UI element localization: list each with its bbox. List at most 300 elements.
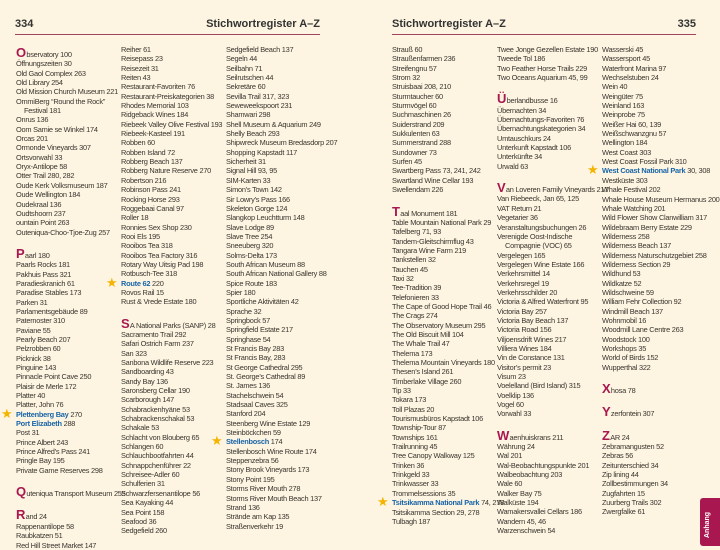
section-gap: [121, 307, 222, 316]
index-entry: Sukkulenten 63: [392, 129, 440, 139]
section-initial: V: [497, 180, 506, 196]
index-entry: Walbeobachtung 203: [497, 470, 563, 480]
index-entry: Schabrackenhyäne 53: [121, 404, 190, 414]
index-entry: Zebramangusten 52: [602, 442, 664, 452]
letter-section-start: [16, 484, 126, 500]
section-gap: [16, 237, 126, 246]
index-entry: Post 31: [16, 428, 40, 438]
index-entry: Visitor’s permit 23: [497, 362, 551, 372]
index-entry: Segeln 44: [226, 54, 258, 64]
index-entry: Otter Trail 280, 282: [16, 171, 75, 181]
index-entry: Wal 201: [497, 451, 523, 461]
index-entry: San 323: [121, 348, 147, 358]
index-entry: Schlangen 60: [121, 442, 164, 452]
index-entry: Wilderness Section 29: [602, 259, 671, 269]
index-entry: Sprache 32: [226, 306, 262, 316]
index-entry: St. James 136: [226, 381, 270, 391]
index-entry: Walküste 194: [497, 498, 539, 508]
index-entry: Wechselstuben 24: [602, 73, 659, 83]
index-entry: Plaisir de Merle 172: [16, 381, 77, 391]
index-entry: Weißer Hai 60, 139: [602, 119, 662, 129]
index-entry: Zugfahrten 15: [602, 488, 645, 498]
index-entry: Rotbusch-Tee 318: [121, 269, 177, 279]
index-entry: Robben Island 72: [121, 147, 175, 157]
index-entry: St. George’s Cathedral 89: [226, 372, 306, 382]
index-entry: Zollbestimmungen 34: [602, 479, 668, 489]
section-gap: [497, 419, 608, 428]
index-entry: Zuurberg Trails 302: [602, 498, 662, 508]
index-entry: Wohnmobil 16: [602, 315, 647, 325]
index-entry: William Fehr Collection 92: [602, 297, 682, 307]
index-entry: Warzenschwein 54: [497, 526, 556, 536]
index-entry: The Whale Trail 47: [392, 339, 450, 349]
index-entry: Whale House Museum Hermanus 200: [602, 194, 720, 204]
index-entry: Strand 136: [226, 502, 260, 512]
index-entry: Voelelland (Bird Island) 315: [497, 381, 581, 391]
index-entry: Township-Tour 87: [392, 423, 446, 433]
index-entry: Wilderness Naturschutzgebiet 258: [602, 250, 707, 260]
index-entry: Shipwreck Museum Bredasdorp 207: [226, 138, 338, 148]
index-entry: Old Mission Church Museum 221: [16, 87, 119, 97]
index-entry: Sundowner 73: [392, 147, 437, 157]
index-entry: The Old Biscuit Mill 104: [392, 329, 464, 339]
index-entry: Pearly Beach 207: [16, 334, 71, 344]
entry-name: Route 62: [121, 278, 151, 288]
index-entry: Summerstrand 288: [392, 138, 451, 148]
index-entry: Roller 18: [121, 213, 149, 223]
index-entry: Sir Lowry’s Pass 166: [226, 194, 290, 204]
entry-text: aarl 180: [24, 250, 50, 260]
index-entry: Steppenzebra 56: [226, 456, 279, 466]
index-entry: Weißschwanzgnu 57: [602, 129, 667, 139]
index-entry: Wale 60: [497, 479, 523, 489]
star-icon: ★: [211, 433, 223, 449]
index-entry: Toll Plazas 20: [392, 404, 435, 414]
index-entry: Rappenantilope 58: [16, 521, 74, 531]
index-entry: Thelema 173: [392, 348, 433, 358]
left-page-title: Stichwortregister A–Z: [206, 18, 320, 30]
index-entry: Reiten 43: [121, 73, 151, 83]
index-entry: VAT Return 21: [497, 203, 542, 213]
index-entry: Slangkop Leuchtturm 148: [226, 213, 305, 223]
index-entry: Westküste 303: [602, 175, 648, 185]
index-entry: Urwald 63: [497, 161, 529, 171]
index-entry: Telefonieren 33: [392, 292, 439, 302]
entry-text: uteniqua Transport Museum 255: [26, 489, 126, 499]
index-entry: Waterfront Marina 97: [602, 63, 667, 73]
section-gap: [16, 498, 126, 507]
letter-section-start: [497, 91, 608, 107]
index-entry: Stanford 204: [226, 409, 266, 419]
index-entry: Wandern 45, 46: [497, 516, 546, 526]
index-entry: Sicherheit 31: [226, 157, 266, 167]
index-entry: Skeleton Gorge 124: [226, 203, 288, 213]
entry-text: aenhuiskrans 211: [509, 432, 564, 442]
index-entry: Vergelegen Wine Estate 166: [497, 259, 585, 269]
index-column-5: [497, 45, 611, 536]
index-entry: Storms River Mouth 278: [226, 484, 301, 494]
index-entry: Schlauchbootfahrten 44: [121, 451, 194, 461]
index-entry: St Francis Bay 283: [226, 344, 284, 353]
index-entry: Roggebaai Canal 97: [121, 203, 184, 213]
index-entry: Victoria & Alfred Waterfront 95: [497, 297, 589, 307]
index-column-4: [377, 45, 507, 526]
index-entry: Unterkünfte 34: [497, 152, 542, 162]
index-entry-continuation: Compagnie (VOC) 65: [505, 241, 572, 251]
index-entry: Seafood 36: [121, 516, 157, 526]
entry-name: Plettenberg Bay: [16, 409, 69, 419]
index-entry: Währung 24: [497, 442, 535, 452]
index-entry: Shamwari 298: [226, 110, 271, 120]
section-initial: T: [392, 203, 400, 219]
index-entry: Whale Watching 201: [602, 203, 666, 213]
index-entry: Rooibos Tea Factory 316: [121, 250, 198, 260]
index-entry: Pinnacle Point Cave 250: [16, 372, 92, 382]
index-entry: Seilrutschen 44: [226, 73, 274, 83]
index-entry: Robinson Pass 241: [121, 185, 181, 195]
section-gap: [497, 82, 608, 91]
letter-section-start: [16, 45, 126, 60]
index-entry: Schakale 53: [121, 423, 159, 433]
index-entry: Woodstock 100: [602, 334, 650, 344]
index-entry: Wassersport 45: [602, 54, 650, 64]
index-entry: Ridgeback Wines 184: [121, 110, 189, 120]
index-entry: Raubkatzen 51: [16, 531, 63, 541]
index-entry: South African National Gallery 88: [226, 269, 327, 279]
star-icon: ★: [106, 274, 118, 290]
index-entry: Pinguine 143: [16, 363, 57, 372]
index-entry: Übernachtungs-Favoriten 76: [497, 115, 585, 125]
index-entry: Robben 60: [121, 138, 155, 148]
index-entry: Viljoensdrift Wines 217: [497, 334, 567, 344]
index-entry: Schreisee-Adler 60: [121, 470, 180, 480]
index-entry: Vorwahl 33: [497, 409, 532, 419]
index-entry: Townships 161: [392, 432, 438, 442]
index-entry: Trinken 36: [392, 460, 425, 470]
index-entry: Parlamentsgebäude 89: [16, 306, 88, 316]
index-entry: Van Riebeeck, Jan 65, 125: [497, 194, 579, 204]
index-entry: Unterkunft Kapstadt 106: [497, 143, 571, 153]
section-initial: P: [16, 245, 25, 261]
index-entry: Whale Festival 202: [602, 185, 661, 195]
index-entry: Voelklip 136: [497, 390, 534, 400]
index-entry: Strom 32: [392, 73, 420, 83]
section-initial: Z: [602, 427, 610, 443]
index-entry: Safari Ostrich Farm 237: [121, 339, 194, 349]
section-tab-label: Anhang: [704, 511, 711, 538]
index-entry: Trinkwasser 33: [392, 479, 439, 489]
index-entry: Strände am Kap 135: [226, 512, 290, 522]
index-entry: Surfen 45: [392, 157, 422, 167]
index-entry: Rust & Vrede Estate 180: [121, 297, 197, 307]
section-initial: W: [497, 427, 510, 443]
index-entry: Vin de Constance 131: [497, 353, 565, 363]
index-entry: Veranstaltungsbuchungen 26: [497, 222, 587, 232]
index-entry: Old Library 254: [16, 78, 63, 88]
index-entry: Sekretäre 60: [226, 82, 266, 92]
index-entry: South African Museum 88: [226, 259, 305, 269]
index-entry: Schlacht von Blouberg 65: [121, 432, 200, 442]
index-entry: St George Cathedral 295: [226, 362, 303, 372]
index-entry: Rotary Way Uitsig Pad 198: [121, 259, 204, 269]
letter-section-start: [497, 180, 609, 196]
entry-text: bservatory 100: [26, 50, 72, 59]
index-entry: Paternoster 310: [16, 316, 65, 326]
index-entry: Storms River Mouth Beach 137: [226, 493, 322, 503]
index-entry: Tourismusbüros Kapstadt 106: [392, 414, 484, 424]
index-entry: Oryx-Antilope 58: [16, 162, 68, 172]
entry-pages: 30, 308: [685, 166, 711, 176]
index-entry: The Cape of Good Hope Trail 46: [392, 301, 492, 311]
index-entry: Springhase 54: [226, 334, 271, 344]
index-entry: Restaurant-Favoriten 76: [121, 82, 195, 92]
index-entry: Restaurant-Preiskategorien 38: [121, 91, 214, 101]
index-entry: Sneeuberg 320: [226, 241, 274, 251]
section-gap: [392, 195, 504, 204]
index-entry: Woodmill Lane Centre 263: [602, 325, 684, 335]
index-entry: Tafelberg 71, 93: [392, 227, 442, 237]
section-gap: [602, 395, 720, 404]
index-entry: Platter 40: [16, 391, 46, 401]
index-entry: Victoria Road 156: [497, 325, 552, 335]
index-entry: Straußenfarmen 236: [392, 54, 456, 64]
right-page-number: 335: [677, 18, 696, 30]
index-entry: Table Mountain National Park 29: [392, 217, 492, 227]
index-entry: Tweede Tol 186: [497, 54, 546, 64]
entry-text: berlandbusse 16: [506, 96, 558, 106]
index-entry: Solms-Delta 173: [226, 250, 277, 260]
index-entry: Stachelschwein 54: [226, 390, 284, 400]
index-entry: Sacramento Trail 292: [121, 329, 187, 339]
index-column-3: [211, 45, 338, 531]
letter-section-start: [121, 315, 222, 331]
entry-name: Tsitsikamma National Park: [392, 498, 480, 508]
entry-pages: 74, 278: [479, 498, 504, 508]
index-entry: Scarborough 147: [121, 395, 174, 405]
index-entry: Orcas 201: [16, 134, 48, 144]
entry-pages: 288: [61, 419, 76, 429]
index-entry: Victoria Bay 257: [497, 306, 547, 316]
index-entry: West Coast Fossil Park 310: [602, 157, 687, 167]
index-entry: Streifengnu 57: [392, 63, 437, 73]
entry-text: and 24: [25, 512, 47, 522]
index-entry: Seweweekspoort 231: [226, 101, 293, 111]
index-entry: Timberlake Village 260: [392, 376, 462, 386]
index-entry: Pelzrobben 60: [16, 344, 61, 354]
index-entry: Slave Tree 254: [226, 231, 273, 241]
index-entry: Tip 33: [392, 386, 411, 396]
index-entry: Thelema Mountain Vineyards 180: [392, 358, 495, 367]
index-entry: Suchmaschinen 26: [392, 110, 451, 120]
index-entry: Sedgefield 260: [121, 526, 167, 536]
section-gap: [16, 475, 126, 484]
index-entry: Struisbaai 208, 210: [392, 82, 451, 92]
index-entry: Tulbagh 187: [392, 516, 431, 526]
section-initial: X: [602, 381, 611, 397]
index-entry: Private Game Reserves 298: [16, 465, 103, 475]
index-entry-continuation: Festival 181: [24, 106, 61, 116]
index-entry: Wellington 184: [602, 138, 648, 148]
letter-section-start: [602, 381, 720, 397]
index-entry: Tauchen 45: [392, 264, 428, 274]
index-entry: Reisezeit 31: [121, 63, 159, 73]
index-entry: Slave Lodge 89: [226, 222, 274, 232]
index-entry: Victoria Bay Beach 137: [497, 315, 569, 325]
index-entry: Wildkatze 52: [602, 278, 642, 288]
index-entry: Reisepass 23: [121, 54, 163, 64]
index-entry: Platter, John 76: [16, 400, 64, 410]
index-entry: Tee-Tradition 39: [392, 283, 442, 293]
entry-text: A National Parks (SANP) 28: [129, 320, 216, 330]
index-entry: Wein 40: [602, 82, 628, 92]
index-entry: Schabrackenschakal 53: [121, 414, 195, 424]
index-entry: Springfield Estate 217: [226, 325, 293, 335]
index-entry: Zwergfalke 61: [602, 507, 646, 517]
index-entry: Ronnies Sex Shop 230: [121, 222, 192, 232]
index-entry: Tsitsikamma Section 29, 278: [392, 507, 480, 517]
index-entry: Wildhund 53: [602, 269, 641, 279]
index-entry: Pringle Bay 195: [16, 456, 65, 466]
index-entry: Paradieskranich 61: [16, 278, 75, 288]
index-entry: SIM-Karten 33: [226, 175, 271, 185]
index-entry: Ortsvorwahl 33: [16, 152, 63, 162]
index-entry: ountain Point 263: [16, 218, 70, 228]
index-entry: Red Hill Street Market 147: [16, 540, 97, 550]
index-entry: Wildschweine 59: [602, 287, 654, 297]
entry-name: West Coast National Park: [602, 166, 686, 176]
index-entry: Wal-Beobachtungspunkte 201: [497, 460, 590, 470]
index-entry: Weingüter 75: [602, 91, 643, 101]
index-entry: Steenberg Wine Estate 129: [226, 418, 311, 428]
right-page-title: Stichwortregister A–Z: [392, 18, 506, 30]
index-entry: Rovos Rail 15: [121, 287, 164, 297]
section-initial: Y: [602, 404, 611, 420]
index-entry: Shell Museum & Aquarium 249: [226, 119, 321, 129]
index-entry: Prince Alfred’s Pass 241: [16, 447, 90, 457]
letter-section-start: [497, 427, 608, 443]
section-initial: R: [16, 507, 26, 523]
index-entry: Straßenverkehr 19: [226, 521, 283, 531]
section-tab-anhang[interactable]: [700, 498, 720, 546]
index-entry: Schulferien 31: [121, 479, 165, 489]
section-gap: [602, 372, 720, 381]
index-entry: Verenigde Oost-Indische: [497, 231, 573, 241]
index-entry: Two Oceans Aquarium 45, 99: [497, 73, 588, 83]
index-entry: Übernachtungskategorien 34: [497, 124, 586, 134]
index-entry: Trinkgeld 33: [392, 470, 430, 480]
index-column-6: [587, 45, 720, 517]
letter-section-start: [602, 427, 720, 443]
index-entry: The Crags 274: [392, 311, 438, 321]
index-entry: Sandy Bay 136: [121, 376, 168, 386]
index-entry: Rocking Horse 293: [121, 194, 180, 204]
index-entry: Shopping Kapstadt 117: [226, 147, 298, 157]
section-initial: S: [121, 315, 130, 331]
index-entry: Sturmvögel 60: [392, 101, 437, 111]
index-entry: Öffnungszeiten 30: [16, 59, 72, 69]
index-entry: OmmiBerg “Round the Rock”: [16, 96, 106, 106]
index-entry: Wasserski 45: [602, 45, 644, 54]
index-entry: Tokara 173: [392, 395, 427, 405]
index-entry: Paarls Rocks 181: [16, 260, 70, 270]
index-column-1: [1, 45, 126, 550]
index-entry: West Coast 303: [602, 147, 651, 157]
star-icon: ★: [587, 162, 599, 178]
index-entry: Wupperthal 322: [602, 362, 651, 372]
star-icon: ★: [1, 405, 13, 421]
entry-pages: 174: [269, 437, 283, 447]
index-entry: Rhodes Memorial 103: [121, 101, 189, 111]
entry-name: Port Elizabeth: [16, 419, 62, 429]
section-initial: O: [16, 45, 26, 60]
index-entry: Pakhuis Pass 321: [16, 269, 72, 279]
index-entry: Strauß 60: [392, 45, 423, 54]
index-entry: Tree Canopy Walkway 125: [392, 451, 475, 461]
index-entry: Stony Brook Vineyards 173: [226, 465, 310, 475]
index-entry: Zebras 56: [602, 451, 634, 461]
left-page-header: [15, 18, 320, 35]
letter-section-start: [602, 404, 720, 420]
highlighted-index-entry: [377, 494, 504, 510]
index-entry: Tangara Wine Farm 219: [392, 245, 467, 255]
letter-section-start: [16, 507, 126, 523]
entry-text: an Loveren Family Vineyards 217: [505, 185, 609, 195]
index-entry: The Observatory Museum 295: [392, 320, 486, 330]
index-entry: Rooi Els 195: [121, 231, 160, 241]
entry-text: AR 24: [610, 432, 630, 442]
index-entry: Wild Flower Show Clanwilliam 317: [602, 213, 707, 223]
index-entry: Walker Bay 75: [497, 488, 542, 498]
index-entry: Verkehrsregel 19: [497, 278, 549, 288]
index-entry: Zeitunterschied 34: [602, 460, 659, 470]
index-entry: Twee Jonge Gezellen Estate 190: [497, 45, 598, 54]
index-entry: Schnappchenführer 22: [121, 460, 191, 470]
index-entry: Tandem-Gleitschirmflug 43: [392, 236, 474, 246]
index-entry: Verkehrsmittel 14: [497, 269, 550, 279]
index-entry: Vegetarier 36: [497, 213, 538, 223]
index-entry: Swartberg Pass 73, 241, 242: [392, 166, 481, 176]
index-entry: Übernachten 34: [497, 105, 547, 115]
index-entry: Vergelegen 165: [497, 250, 546, 260]
index-entry: Robberg Beach 137: [121, 157, 183, 167]
index-entry: Villiera Wines 184: [497, 343, 552, 353]
letter-section-start: [16, 245, 126, 261]
index-entry: Robberg Nature Reserve 270: [121, 166, 212, 176]
index-entry: Weinprobe 75: [602, 110, 645, 120]
section-initial: Q: [16, 484, 26, 500]
right-page-header: [392, 18, 696, 35]
index-entry: Sevilla Trail 317, 323: [226, 91, 290, 101]
index-entry: Weinland 163: [602, 101, 645, 111]
index-entry: Spier 180: [226, 287, 256, 297]
index-entry: Riebeek-Kasteel 191: [121, 129, 185, 139]
index-entry: Stony Point 195: [226, 474, 275, 484]
index-entry: Springbock 57: [226, 315, 270, 325]
index-entry: Oudekraal 136: [16, 199, 62, 209]
index-entry: Umtauschkurs 24: [497, 133, 551, 143]
index-entry: Old Gaol Complex 263: [16, 68, 86, 78]
index-entry: Schwarzfersenantilope 56: [121, 488, 201, 498]
index-entry: Sea Kayaking 44: [121, 498, 174, 508]
section-gap: [602, 419, 720, 428]
index-entry: Oom Samie se Winkel 174: [16, 124, 98, 134]
index-column-2: [106, 45, 223, 536]
index-entry: Stadsaal Caves 325: [226, 400, 288, 410]
entry-text: aal Monument 181: [400, 208, 458, 218]
index-entry: Trommelsessions 35: [392, 488, 456, 498]
index-entry: Tankstellen 32: [392, 255, 436, 265]
index-entry: Sturmtaucher 60: [392, 91, 443, 101]
